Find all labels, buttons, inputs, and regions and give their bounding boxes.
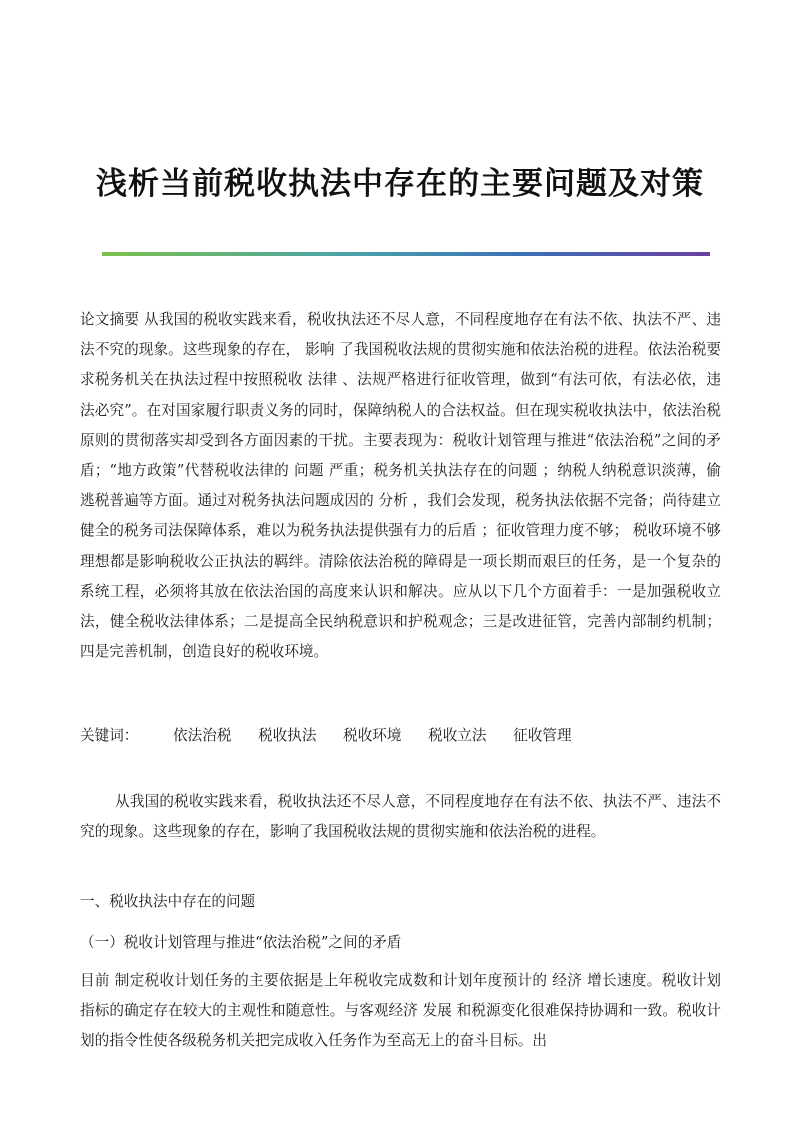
keywords-line <box>80 721 721 751</box>
body-paragraph: 目前 制定税收计划任务的主要依据是上年税收完成数和计划年度预计的 经济 增长速度。税收计划指标的确定存在较大的主观性和随意性。与客观经济 发展 和税源变化很难保持协调和一致。税收计划的指令性使各级税务机关把完成收入任务作为至高无上的奋斗目标。出 <box>80 972 721 1050</box>
section-heading: 一、税收执法中存在的问题 <box>80 893 256 910</box>
abstract-paragraph: 论文摘要 从我国的税收实践来看，税收执法还不尽人意，不同程度地存在有法不依、执法不严、违法不究的现象。这些现象的存在， 影响 了我国税收法规的贯彻实施和依法治税的进程。依法治税要求税务机关在执法过程中按照税收 法律 、法规严格进行征收管理，做到“有法可依，有法必依，违法必究”。在对国家履行职责义务的同时，保障纳税人的合法权益。但在现实税收执法中，依法治税原则的贯彻落实却受到各方面因素的干扰。主要表现为：税收计划管理与推进“依法治税”之间的矛盾；“地方政策”代替税收法律的 问题 严重；税务机关执法存在的问题 ；纳税人纳税意识淡薄，偷逃税普遍等方面。通过对税务执法问题成因的 分析 ，我们会发现，税务执法依据不完备；尚待建立健全的税务司法保障体系，难以为税务执法提供强有力的后盾 ；征收管理力度不够； 税收环境不够理想都是影响税收公正执法的羁绊。清除依法治税的障碍是一项长期而艰巨的任务，是一个复杂的系统工程，必须将其放在依法治国的高度来认识和解决。应从以下几个方面着手：一是加强税收立法，健全税收法律体系；二是提高全民纳税意识和护税观念；三是改进征管，完善内部制约机制；四是完善机制，创造良好的税收环境。 <box>80 311 721 661</box>
title-divider <box>102 252 710 256</box>
subsection-heading: （一）税收计划管理与推进“依法治税”之间的矛盾 <box>80 934 402 951</box>
keyword-item: 税收环境 <box>343 727 402 744</box>
keyword-item: 税收立法 <box>428 727 487 744</box>
intro-paragraph: 从我国的税收实践来看，税收执法还不尽人意，不同程度地存在有法不依、执法不严、违法不究的现象。这些现象的存在，影响了我国税收法规的贯彻实施和依法治税的进程。 <box>80 793 721 841</box>
keywords-label: 关键词： <box>80 727 139 744</box>
keyword-item: 依法治税 <box>173 727 232 744</box>
document-title: 浅析当前税收执法中存在的主要问题及对策 <box>96 166 704 202</box>
keyword-item: 征收管理 <box>513 727 572 744</box>
keyword-item: 税收执法 <box>258 727 317 744</box>
